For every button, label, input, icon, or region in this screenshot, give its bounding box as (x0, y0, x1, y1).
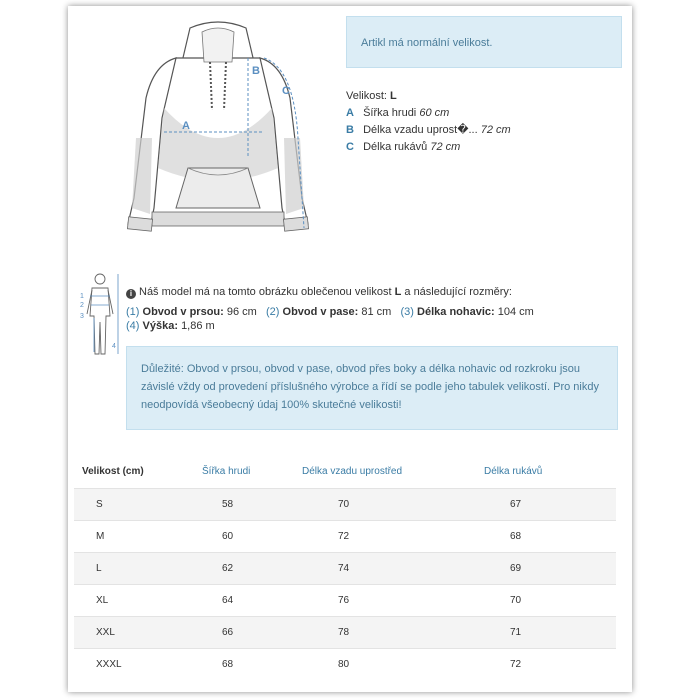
diagram-label-b: B (252, 65, 260, 77)
size-label: Velikost: (346, 90, 387, 102)
header-back-length: Délka vzadu uprostřed (302, 466, 403, 477)
model-measure-row-1: (1) Obvod v prsou: 96 cm (2) Obvod v pase: 81 cm (3) Délka nohavic: 104 cm (126, 306, 534, 318)
diagram-label-c: C (282, 85, 290, 97)
size-table-body (74, 488, 616, 680)
size-fit-info-box (346, 16, 622, 68)
header-sleeve-length: Délka rukávů (484, 466, 543, 477)
selected-size-details (346, 88, 511, 156)
table-row: S 58 70 67 (74, 488, 616, 520)
table-row: XXXL 68 80 72 (74, 648, 616, 680)
model-label-2: 2 (80, 302, 84, 309)
model-measure-row-2: (4) Výška: 1,86 m (126, 320, 215, 332)
table-row: XL 64 76 70 (74, 584, 616, 616)
size-table (74, 458, 616, 680)
model-body-figure-icon (78, 272, 122, 356)
info-icon: i (126, 289, 136, 299)
model-intro: i Náš model má na tomto obrázku oblečenou velikost L a následující rozměry: (126, 282, 534, 302)
header-chest-width: Šířka hrudi (202, 466, 251, 477)
hoodie-diagram (124, 18, 312, 240)
size-fit-text: Artikl má normální velikost. (361, 37, 493, 49)
measurement-row-a: A Šířka hrudi 60 cm (346, 107, 450, 119)
table-row: XXL 66 78 71 (74, 616, 616, 648)
important-note-text: Důležité: Obvod v prsou, obvod v pase, obvod přes boky a délka nohavic od rozkroku jsou závislé vždy od provedení příslušného výrobce a řídí se podle jeho tabulek velikostí. Pro nikdy neodpovídá všeobecný údaj 100% skutečné velikosti! (141, 363, 599, 411)
model-label-3: 3 (80, 313, 84, 320)
measurement-row-b: B Délka vzadu uprost�... 72 cm (346, 124, 511, 136)
diagram-label-a: A (182, 120, 190, 132)
important-note-box (126, 346, 618, 430)
model-measurements (126, 282, 534, 336)
header-size: Velikost (cm) (82, 466, 144, 477)
table-row: M 60 72 68 (74, 520, 616, 552)
model-label-4: 4 (112, 343, 116, 350)
table-row: L 62 74 69 (74, 552, 616, 584)
size-value: L (390, 90, 397, 102)
model-label-1: 1 (80, 293, 84, 300)
size-guide-panel (68, 6, 632, 692)
measurement-row-c: C Délka rukávů 72 cm (346, 141, 461, 153)
size-table-header (74, 458, 616, 488)
